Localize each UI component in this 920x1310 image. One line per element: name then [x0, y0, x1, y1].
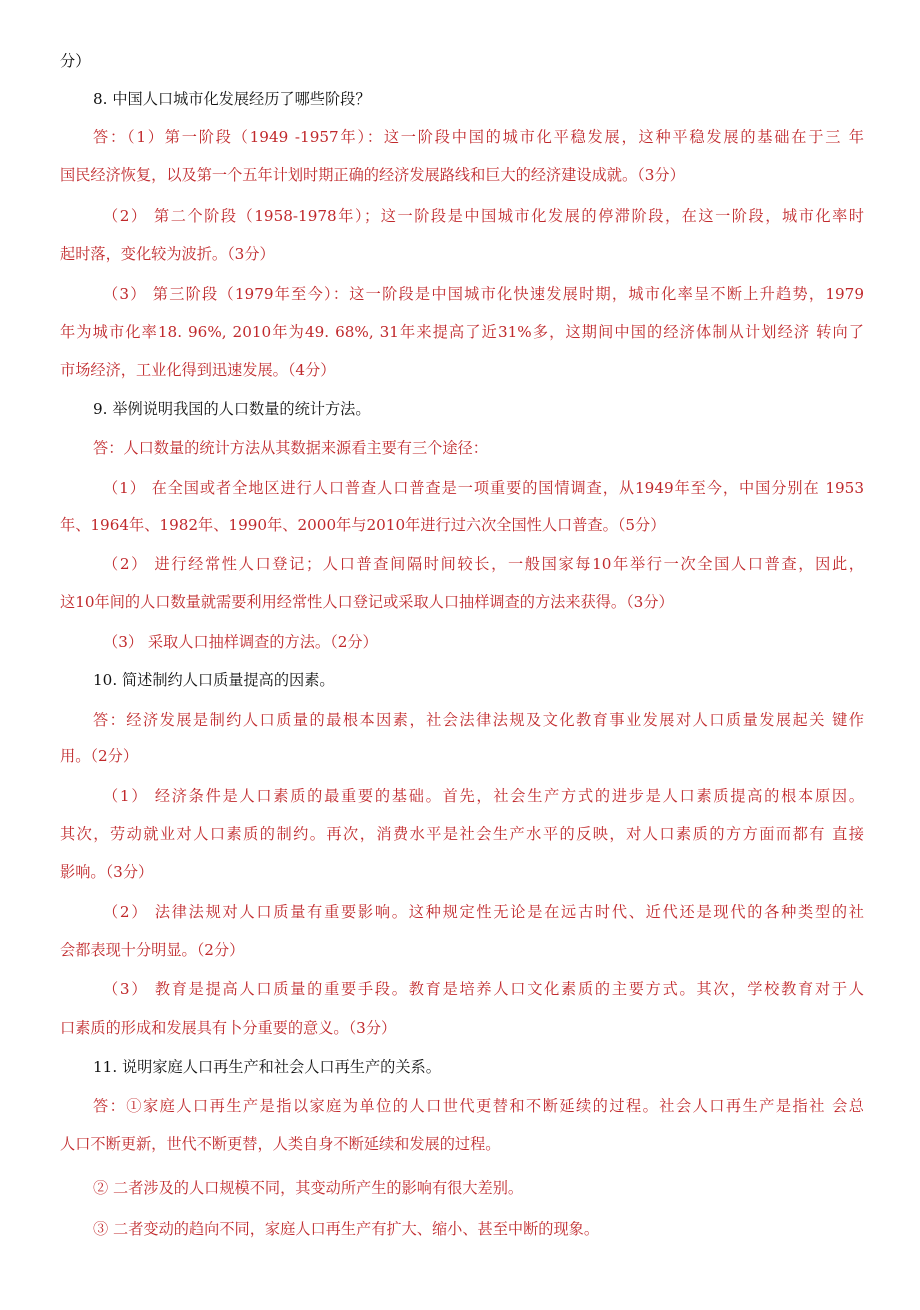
question-8: 8. 中国人口城市化发展经历了哪些阶段？	[93, 90, 371, 108]
question-11: 11. 说明家庭人口再生产和社会人口再生产的关系。	[93, 1058, 441, 1076]
answer-10-intro-line1: 答：经济发展是制约人口质量的最根本因素，社会法律法规及文化教育事业发展对人口质量发展起关 键作	[93, 711, 864, 729]
answer-9-intro: 答：人口数量的统计方法从其数据来源看主要有三个途径：	[93, 439, 488, 457]
answer-9-part2-line1: （2） 进行经常性人口登记；人口普查间隔时间较长，一般国家每10年举行一次全国人口普查，因此，	[103, 555, 864, 573]
answer-8-part2-line2: 起时落，变化较为波折。（3分）	[60, 245, 275, 263]
answer-10-part1-line3: 影响。（3分）	[60, 863, 154, 881]
answer-10-part2-line1: （2） 法律法规对人口质量有重要影响。这种规定性无论是在远古时代、近代还是现代的各种类型的社	[103, 903, 864, 921]
answer-8-part1-line1: 答：（1）第一阶段（1949 -1957年）：这一阶段中国的城市化平稳发展，这种平稳发展的基础在于三 年	[93, 128, 864, 146]
answer-9-part1-line2: 年、1964年、1982年、1990年、2000年与2010年进行过六次全国性人口普查。（5分）	[60, 516, 666, 534]
answer-11-part1-line2: 人口不断更新，世代不断更替，人类自身不断延续和发展的过程。	[60, 1135, 501, 1153]
answer-8-part1-line2: 国民经济恢复，以及第一个五年计划时期正确的经济发展路线和巨大的经济建设成就。（3分）	[60, 166, 685, 184]
answer-9-part2-line2: 这10年间的人口数量就需要利用经常性人口登记或采取人口抽样调查的方法来获得。（3分）	[60, 593, 674, 611]
question-9: 9. 举例说明我国的人口数量的统计方法。	[93, 400, 371, 418]
answer-8-part3-line2: 年为城市化率18. 96%, 2010年为49. 68%, 31年来提高了近31%多，这期间中国的经济体制从计划经济 转向了	[60, 323, 864, 341]
answer-10-part1-line2: 其次，劳动就业对人口素质的制约。再次，消费水平是社会生产水平的反映，对人口素质的方方面而都有 直接	[60, 825, 864, 843]
answer-8-part3-line1: （3） 第三阶段（1979年至今）：这一阶段是中国城市化快速发展时期，城市化率呈不断上升趋势，1979	[103, 285, 864, 303]
answer-9-part1-line1: （1） 在全国或者全地区进行人口普查人口普查是一项重要的国情调查，从1949年至今，中国分别在 1953	[103, 479, 864, 497]
top-fragment-text: 分）	[60, 52, 91, 70]
answer-8-part3-line3: 市场经济，工业化得到迅速发展。（4分）	[60, 361, 336, 379]
answer-9-part3-line1: （3） 采取人口抽样调查的方法。（2分）	[103, 633, 378, 651]
answer-10-part3-line1: （3） 教育是提高人口质量的重要手段。教育是培养人口文化素质的主要方式。其次，学校教育对于人	[103, 980, 864, 998]
answer-11-part3-line1: ③ 二者变动的趋向不同，家庭人口再生产有扩大、缩小、甚至中断的现象。	[93, 1220, 600, 1238]
answer-10-part2-line2: 会都表现十分明显。（2分）	[60, 941, 245, 959]
answer-11-part2-line1: ② 二者涉及的人口规模不同，其变动所产生的影响有很大差别。	[93, 1179, 524, 1197]
answer-10-part1-line1: （1） 经济条件是人口素质的最重要的基础。首先，社会生产方式的进步是人口素质提高的根本原因。	[103, 787, 864, 805]
answer-11-part1-line1: 答：①家庭人口再生产是指以家庭为单位的人口世代更替和不断延续的过程。社会人口再生产是指社 会总	[93, 1097, 864, 1115]
answer-8-part2-line1: （2） 第二个阶段（1958-1978年）；这一阶段是中国城市化发展的停滞阶段，在这一阶段，城市化率时	[103, 207, 864, 225]
question-10: 10. 简述制约人口质量提高的因素。	[93, 671, 335, 689]
answer-10-part3-line2: 口素质的形成和发展具有卜分重要的意义。（3分）	[60, 1019, 397, 1037]
answer-10-intro-line2: 用。（2分）	[60, 747, 139, 765]
